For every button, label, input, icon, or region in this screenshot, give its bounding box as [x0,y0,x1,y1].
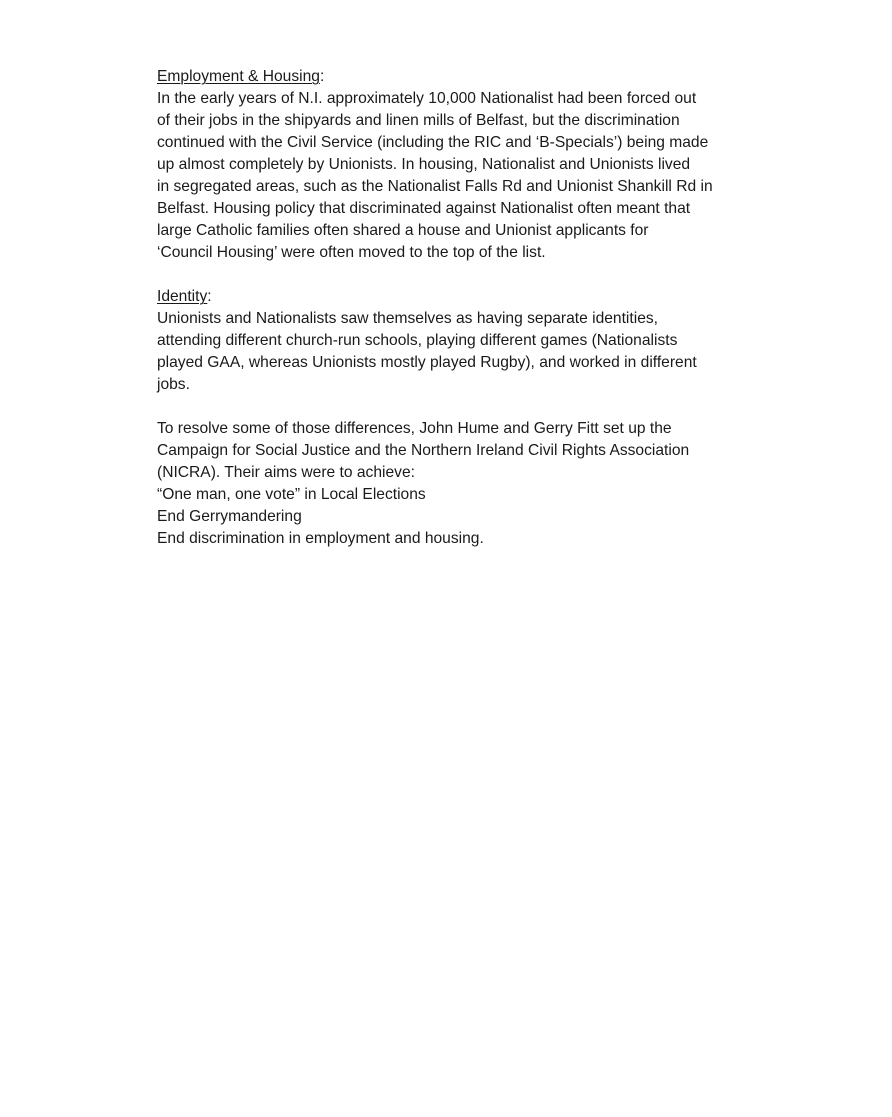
section-nicra [157,418,747,550]
paragraph-line: large Catholic families often shared a house and Unionist applicants for [157,222,649,239]
paragraph-line: (NICRA). Their aims were to achieve: [157,464,415,481]
aim-item: End Gerrymandering [157,508,302,525]
section-heading-line [157,286,747,308]
paragraph-spacer [157,264,747,286]
section-heading-line [157,66,747,88]
section-identity [157,286,747,396]
aim-item: End discrimination in employment and housing. [157,530,484,547]
paragraph-line: continued with the Civil Service (including the RIC and ‘B-Specials’) being made [157,134,709,151]
paragraph-spacer [157,396,747,418]
paragraph-line: jobs. [157,376,190,393]
aim-item: “One man, one vote” in Local Elections [157,486,426,503]
paragraph-line: To resolve some of those differences, John Hume and Gerry Fitt set up the [157,420,672,437]
paragraph-line: in segregated areas, such as the Nationalist Falls Rd and Unionist Shankill Rd in [157,178,713,195]
paragraph-line: attending different church-run schools, playing different games (Nationalists [157,332,678,349]
section-heading: Identity [157,288,208,305]
paragraph-line: of their jobs in the shipyards and linen mills of Belfast, but the discrimination [157,112,680,129]
paragraph-line: In the early years of N.I. approximately 10,000 Nationalist had been forced out [157,90,697,107]
paragraph-line: up almost completely by Unionists. In housing, Nationalist and Unionists lived [157,156,691,173]
section-heading: Employment & Housing [157,68,320,85]
section-employment-housing [157,66,747,264]
paragraph-line: ‘Council Housing’ were often moved to the top of the list. [157,244,546,261]
paragraph-line: Unionists and Nationalists saw themselves as having separate identities, [157,310,658,327]
paragraph-line: played GAA, whereas Unionists mostly played Rugby), and worked in different [157,354,697,371]
document-body [157,66,747,550]
paragraph-line: Belfast. Housing policy that discriminated against Nationalist often meant that [157,200,691,217]
heading-colon: : [319,68,325,85]
heading-colon: : [207,288,212,305]
paragraph-line: Campaign for Social Justice and the Northern Ireland Civil Rights Association [157,442,690,459]
